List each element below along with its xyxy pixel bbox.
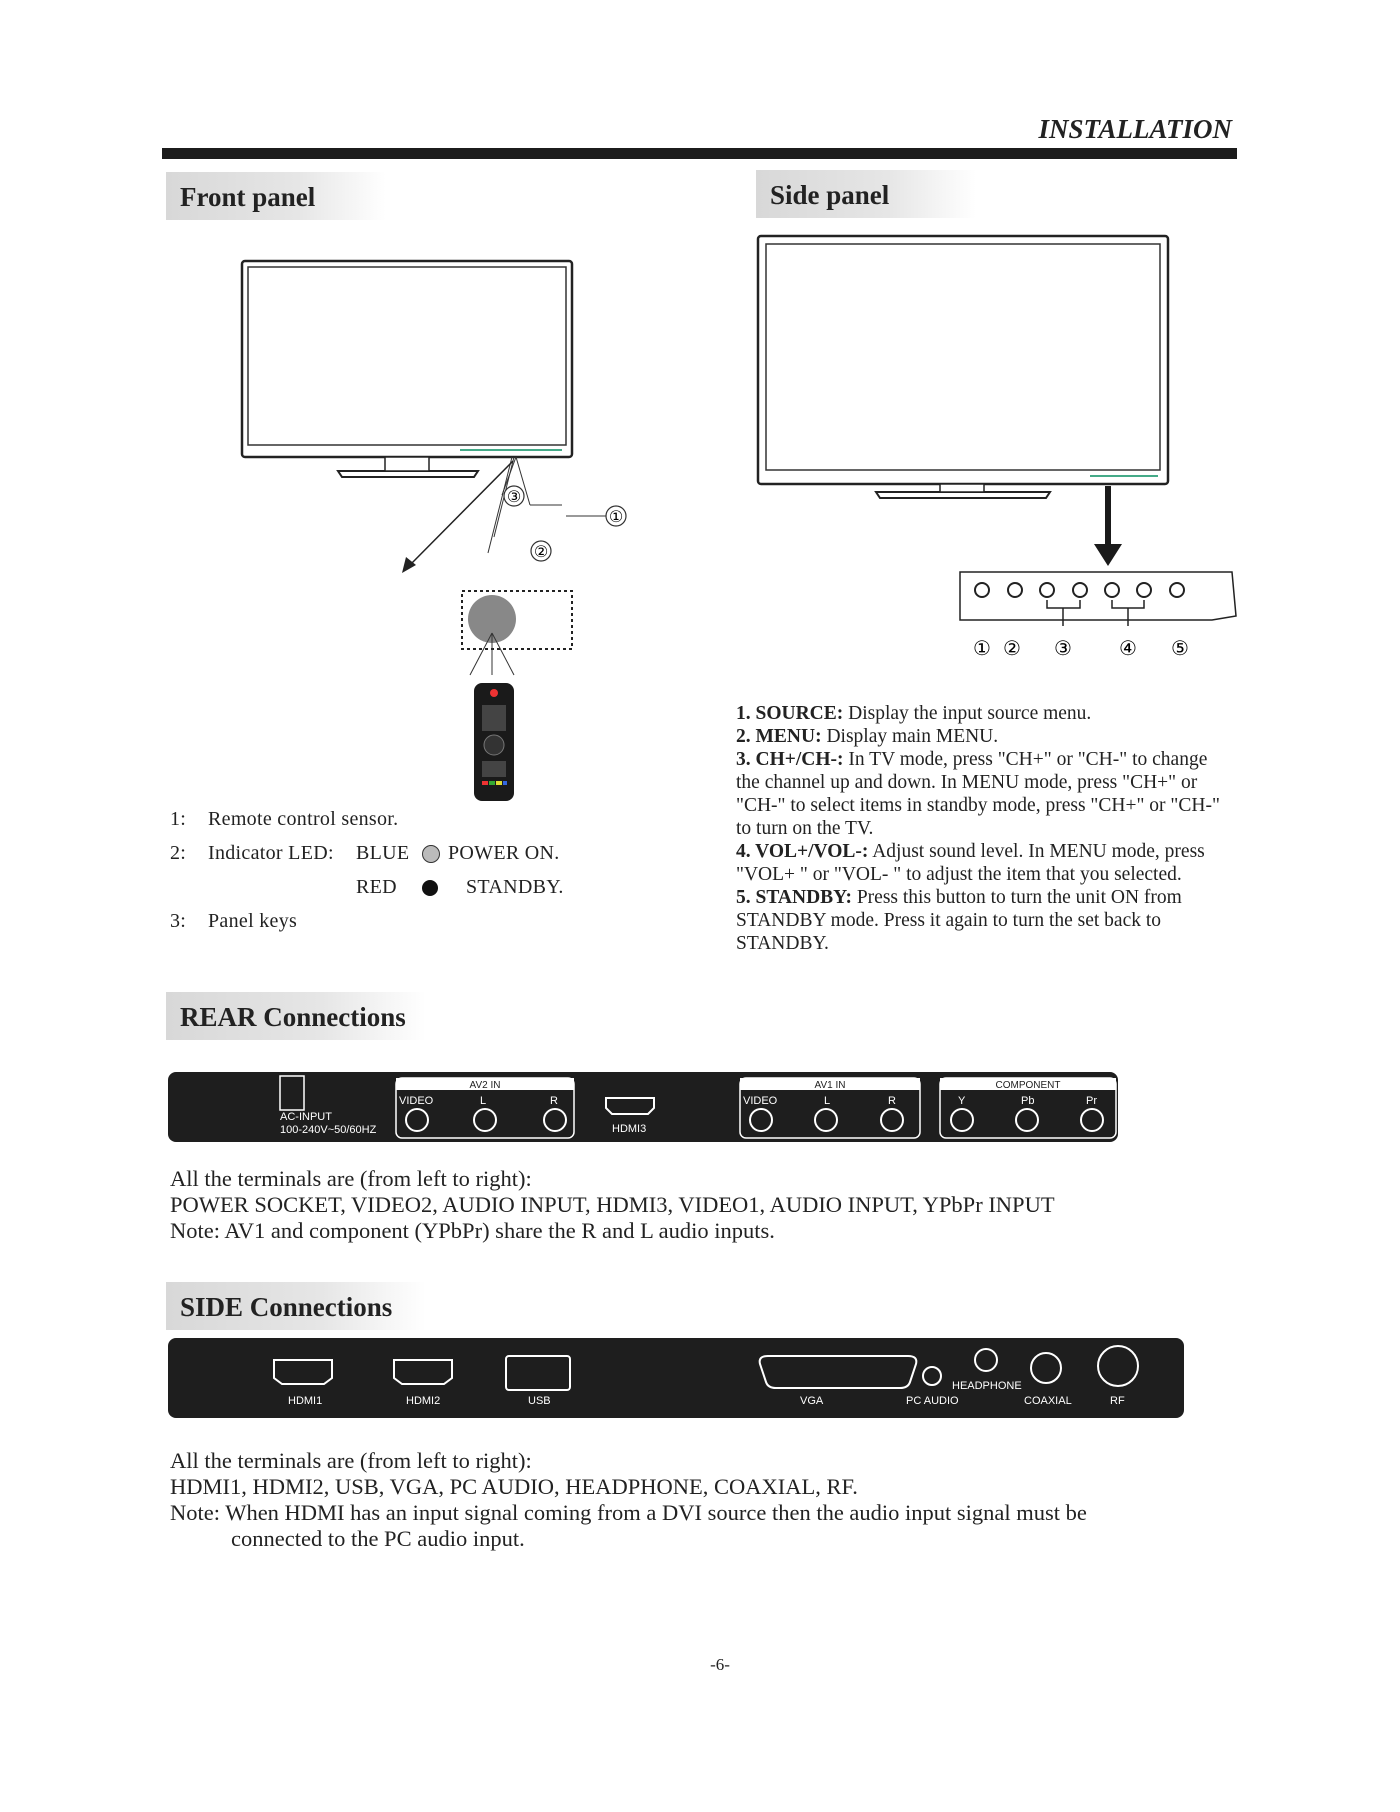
desc-item bbox=[736, 725, 1236, 748]
vga-label: VGA bbox=[800, 1395, 824, 1407]
desc-item-text: Adjust sound level. In MENU mode, press "VOL+ " or "VOL- " to adjust the item that you selected. bbox=[736, 841, 1205, 885]
ac-rating-label: 100-240V~50/60HZ bbox=[280, 1124, 377, 1136]
tv-front-illustration bbox=[242, 261, 572, 477]
side-callout-1: ① bbox=[973, 636, 991, 660]
hdmi3-label: HDMI3 bbox=[612, 1123, 647, 1135]
side-note: Note: When HDMI has an input signal coming from a DVI source then the audio input signal must be bbox=[170, 1500, 1087, 1525]
side-callout-4: ④ bbox=[1119, 636, 1137, 660]
callout-2: ② bbox=[533, 542, 549, 561]
coaxial-label: COAXIAL bbox=[1024, 1395, 1072, 1407]
av1-r-label: R bbox=[888, 1095, 896, 1107]
header-rule bbox=[162, 148, 1237, 159]
side-text-line-1: All the terminals are (from left to right): bbox=[170, 1448, 532, 1473]
legend-text: Panel keys bbox=[208, 910, 298, 932]
side-callout-2: ② bbox=[1003, 636, 1021, 660]
side-connections-title: SIDE Connections bbox=[166, 1282, 426, 1330]
front-panel-title: Front panel bbox=[166, 172, 386, 220]
ac-input-label: AC-INPUT bbox=[280, 1111, 332, 1123]
power-socket bbox=[280, 1076, 304, 1110]
led-blue-label: BLUE bbox=[356, 842, 410, 864]
side-note-continued: connected to the PC audio input. bbox=[231, 1526, 525, 1551]
desc-item-label: 1. SOURCE: bbox=[736, 703, 844, 724]
rf-label: RF bbox=[1110, 1395, 1125, 1407]
desc-item-text: Display the input source menu. bbox=[843, 703, 1092, 724]
rear-connections-title: REAR Connections bbox=[166, 992, 426, 1040]
desc-item-label: 5. STANDBY: bbox=[736, 887, 852, 908]
legend-item-3 bbox=[170, 910, 298, 933]
side-panel-diagram bbox=[750, 230, 1250, 670]
rear-text-line-1: All the terminals are (from left to right): bbox=[170, 1166, 532, 1191]
desc-item bbox=[736, 886, 1236, 955]
headphone-label: HEADPHONE bbox=[952, 1380, 1022, 1392]
tv-side-illustration bbox=[758, 236, 1168, 498]
desc-item-label: 4. VOL+/VOL-: bbox=[736, 841, 869, 862]
desc-item bbox=[736, 748, 1236, 840]
component-pb-label: Pb bbox=[1021, 1095, 1035, 1107]
side-text-line-2: HDMI1, HDMI2, USB, VGA, PC AUDIO, HEADPHONE, COAXIAL, RF. bbox=[170, 1474, 858, 1499]
desc-item bbox=[736, 840, 1236, 886]
legend-text: Indicator LED: bbox=[208, 842, 334, 864]
legend-item-1 bbox=[170, 808, 399, 831]
rear-connections-panel bbox=[168, 1072, 1118, 1144]
av1-l-label: L bbox=[824, 1095, 831, 1107]
rear-text-line-2: POWER SOCKET, VIDEO2, AUDIO INPUT, HDMI3, VIDEO1, AUDIO INPUT, YPbPr INPUT bbox=[170, 1192, 1055, 1217]
side-panel-title: Side panel bbox=[756, 170, 976, 218]
av1-video-label: VIDEO bbox=[743, 1095, 778, 1107]
desc-item-text: Press this button to turn the unit ON from STANDBY mode. Press it again to turn the set back to STANDBY. bbox=[736, 887, 1182, 954]
av2-r-label: R bbox=[550, 1095, 558, 1107]
hdmi1-label: HDMI1 bbox=[288, 1395, 323, 1407]
usb-label: USB bbox=[528, 1395, 551, 1407]
component-label: COMPONENT bbox=[995, 1080, 1061, 1091]
led-blue-icon bbox=[422, 845, 440, 863]
component-pr-label: Pr bbox=[1086, 1095, 1097, 1107]
side-connections-panel bbox=[168, 1338, 1188, 1420]
component-y-label: Y bbox=[958, 1095, 966, 1107]
rear-note: Note: AV1 and component (YPbPr) share the R and L audio inputs. bbox=[170, 1218, 775, 1243]
legend-item-2-standby bbox=[170, 876, 590, 902]
legend-text: Remote control sensor. bbox=[208, 808, 399, 830]
legend-number: 2: bbox=[170, 842, 187, 864]
desc-item-text: In TV mode, press "CH+" or "CH-" to change the channel up and down. In MENU mode, press "CH+" or "CH-" to select items in standby mode, press "CH+" or "CH-" to turn on the TV. bbox=[736, 749, 1220, 839]
standby-label: STANDBY. bbox=[466, 876, 564, 898]
legend-number: 3: bbox=[170, 910, 187, 932]
av2-l-label: L bbox=[480, 1095, 487, 1107]
side-panel-description bbox=[736, 702, 1236, 955]
page-section-title: INSTALLATION bbox=[1038, 114, 1232, 144]
av2-in-label: AV2 IN bbox=[469, 1080, 501, 1091]
av2-video-label: VIDEO bbox=[399, 1095, 434, 1107]
led-red-icon bbox=[422, 880, 438, 896]
power-on-label: POWER ON. bbox=[448, 842, 560, 864]
hdmi2-label: HDMI2 bbox=[406, 1395, 441, 1407]
desc-item-label: 3. CH+/CH-: bbox=[736, 749, 844, 770]
desc-item bbox=[736, 702, 1236, 725]
remote-control-icon bbox=[474, 683, 514, 801]
led-red-label: RED bbox=[356, 876, 397, 898]
pc-audio-label: PC AUDIO bbox=[906, 1395, 959, 1407]
desc-item-label: 2. MENU: bbox=[736, 726, 822, 747]
side-callout-5: ⑤ bbox=[1171, 636, 1189, 660]
desc-item-text: Display main MENU. bbox=[821, 726, 999, 747]
legend-number: 1: bbox=[170, 808, 187, 830]
side-callout-3: ③ bbox=[1054, 636, 1072, 660]
legend-item-2 bbox=[170, 842, 560, 865]
callout-3: ③ bbox=[506, 487, 522, 506]
page-number: -6- bbox=[710, 1655, 730, 1674]
front-panel-diagram bbox=[230, 255, 650, 815]
av1-in-label: AV1 IN bbox=[814, 1080, 846, 1091]
callout-1: ① bbox=[608, 507, 624, 526]
